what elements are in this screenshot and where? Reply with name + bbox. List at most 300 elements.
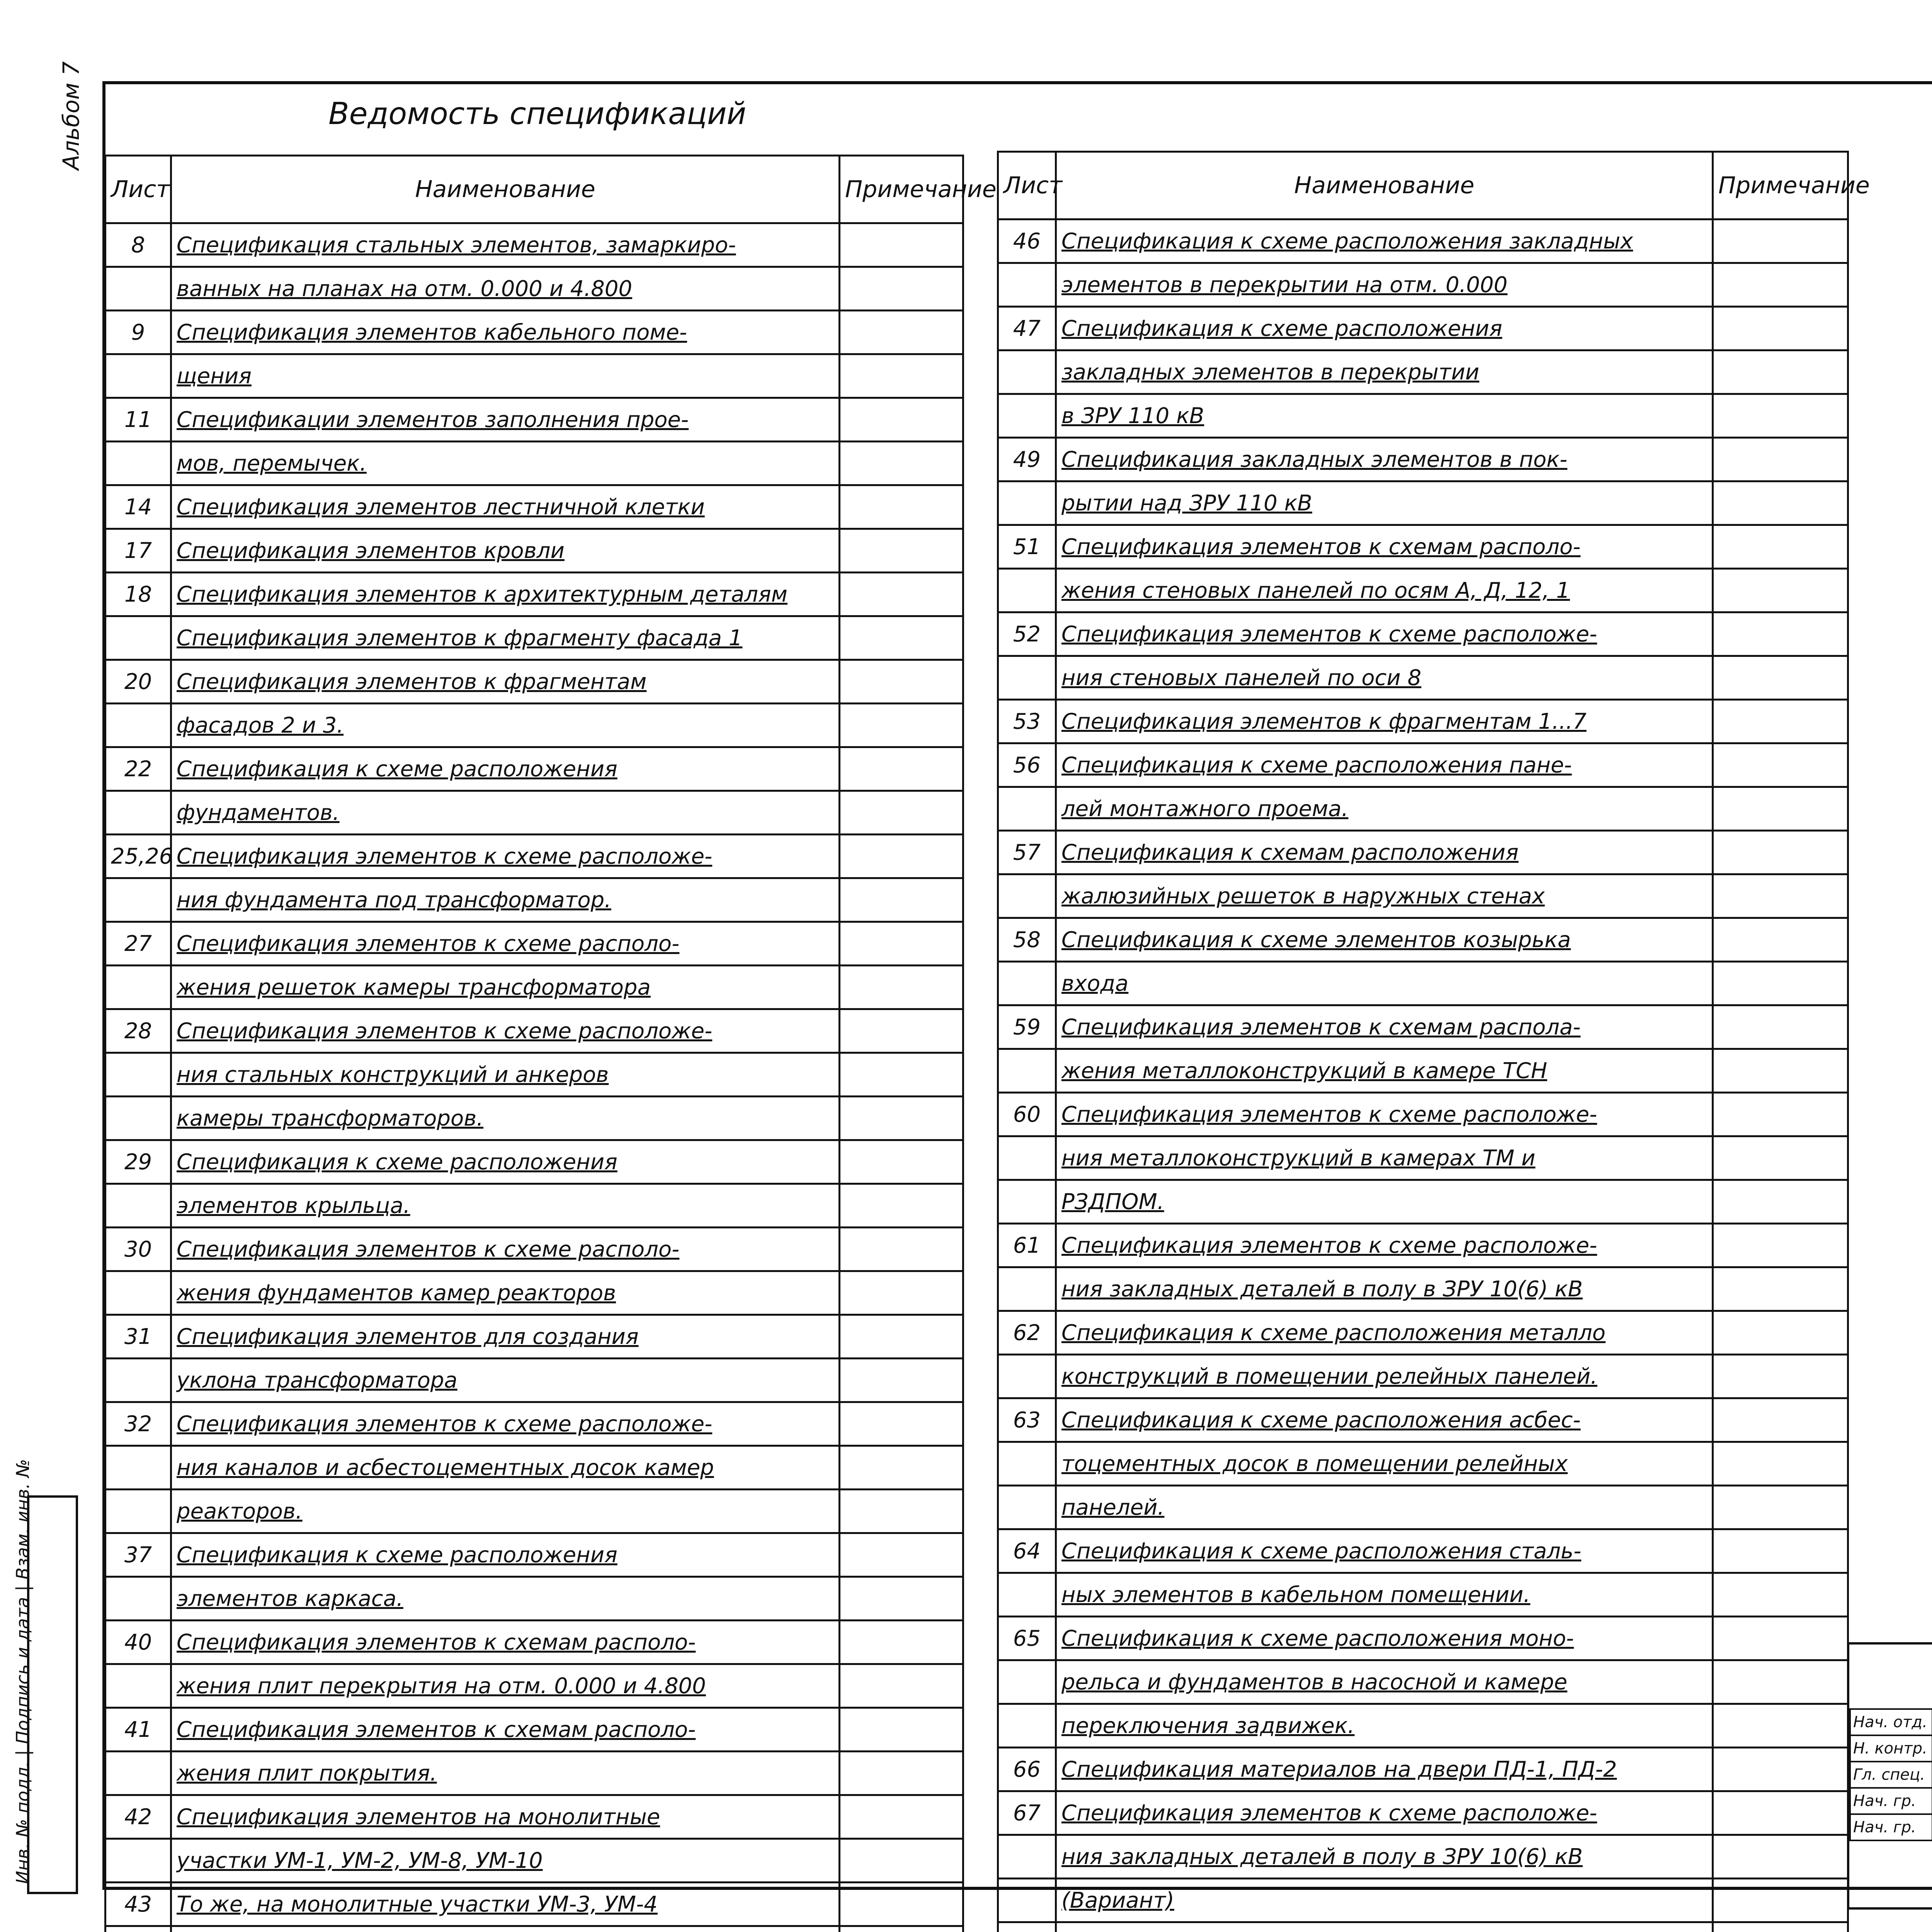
note-cell — [1713, 1748, 1848, 1791]
note-cell — [840, 223, 963, 267]
note-cell — [1713, 569, 1848, 612]
table-row — [998, 481, 1848, 525]
spec-name — [171, 1926, 840, 1932]
note-cell — [840, 1402, 963, 1446]
spec-name: фасадов 2 и 3. — [171, 704, 840, 747]
note-cell — [840, 529, 963, 573]
spec-name: РЗДПОМ. — [1056, 1180, 1713, 1224]
note-cell — [840, 442, 963, 485]
signature-row — [1850, 1709, 1932, 1735]
table-row — [105, 1621, 963, 1664]
sheet-number — [998, 1660, 1056, 1704]
sheet-number — [105, 616, 171, 660]
table-row — [105, 485, 963, 529]
sheet-number: 67 — [998, 1791, 1056, 1835]
note-cell — [1713, 700, 1848, 743]
note-cell — [840, 1664, 963, 1708]
sheet-number — [998, 1573, 1056, 1617]
note-cell — [1713, 1224, 1848, 1267]
sheet-number — [998, 787, 1056, 831]
table-row — [105, 223, 963, 267]
spec-name: Спецификация элементов к схеме расположе- — [171, 835, 840, 878]
spec-name: То же, на монолитные участки УМ-3, УМ-4 — [171, 1883, 840, 1926]
spec-name: ния закладных деталей в полу в ЗРУ 10(6) кВ — [1056, 1267, 1713, 1311]
note-cell — [1713, 1093, 1848, 1136]
spec-name: ванных на планах на отм. 0.000 и 4.800 — [171, 267, 840, 311]
note-cell — [1713, 1617, 1848, 1660]
spec-name: в ЗРУ 110 кВ — [1056, 394, 1713, 438]
table-row — [105, 398, 963, 442]
note-cell — [840, 616, 963, 660]
sheet-number — [998, 1442, 1056, 1486]
table-row — [998, 656, 1848, 700]
spec-name: фундаментов. — [171, 791, 840, 835]
note-cell — [840, 1184, 963, 1228]
sheet-number — [105, 791, 171, 835]
spec-name: Спецификация элементов к схемам располо- — [1056, 525, 1713, 569]
sheet-number: 27 — [105, 922, 171, 966]
table-row — [998, 1922, 1848, 1932]
table-row — [998, 700, 1848, 743]
sheet-number: 52 — [998, 612, 1056, 656]
spec-name: входа — [1056, 962, 1713, 1005]
spec-name: Спецификация закладных элементов в пок- — [1056, 438, 1713, 481]
note-cell — [840, 966, 963, 1009]
spec-table-right — [997, 151, 1870, 1932]
sheet-number: 8 — [105, 223, 171, 267]
table-row — [998, 1005, 1848, 1049]
note-cell — [840, 1140, 963, 1184]
sheet-number: 51 — [998, 525, 1056, 569]
spec-name: Спецификации элементов заполнения прое- — [171, 398, 840, 442]
table-row — [998, 1791, 1848, 1835]
table-row — [105, 966, 963, 1009]
note-cell — [840, 1926, 963, 1932]
sheet-number — [105, 442, 171, 485]
note-cell — [1713, 831, 1848, 874]
table-row — [105, 1795, 963, 1839]
table-row — [998, 1398, 1848, 1442]
spec-name: рытии над ЗРУ 110 кВ — [1056, 481, 1713, 525]
table-row — [998, 831, 1848, 874]
spec-name: Спецификация к схеме расположения — [171, 1533, 840, 1577]
spec-name: ния каналов и асбестоцементных досок камер — [171, 1446, 840, 1490]
note-cell — [1713, 656, 1848, 700]
table-row — [998, 1573, 1848, 1617]
spec-name — [1056, 1922, 1713, 1932]
left-stamp — [12, 1459, 78, 1894]
table-row — [998, 1224, 1848, 1267]
sheet-number — [998, 263, 1056, 307]
spec-name: Спецификация элементов к схемам располо- — [171, 1708, 840, 1752]
spec-name: Спецификация к схеме расположения — [1056, 307, 1713, 350]
spec-name: элементов крыльца. — [171, 1184, 840, 1228]
table-row — [998, 1311, 1848, 1355]
spec-name: жения металлоконструкций в камере ТСН — [1056, 1049, 1713, 1093]
sheet-number — [998, 1486, 1056, 1529]
table-row — [998, 219, 1848, 263]
table-row — [105, 791, 963, 835]
spec-name: Спецификация элементов к фрагментам — [171, 660, 840, 704]
note-cell — [840, 1621, 963, 1664]
spec-name: Спецификация элементов к схеме расположе- — [1056, 1791, 1713, 1835]
table-row — [105, 1140, 963, 1184]
spec-name: жения плит покрытия. — [171, 1752, 840, 1795]
table-row — [105, 267, 963, 311]
note-cell — [840, 1752, 963, 1795]
role: Нач. гр. — [1850, 1788, 1932, 1814]
spec-name: Спецификация элементов лестничной клетки — [171, 485, 840, 529]
note-cell — [840, 267, 963, 311]
sheet-number — [105, 1446, 171, 1490]
sheet-number: 22 — [105, 747, 171, 791]
note-cell — [1713, 1005, 1848, 1049]
sheet-number — [105, 1752, 171, 1795]
role: Н. контр. — [1850, 1735, 1932, 1762]
sheet-number — [998, 1049, 1056, 1093]
spec-name: элементов в перекрытии на отм. 0.000 — [1056, 263, 1713, 307]
table-row — [998, 1136, 1848, 1180]
table-row — [998, 1442, 1848, 1486]
sheet-number — [105, 966, 171, 1009]
sheet-number: 61 — [998, 1224, 1056, 1267]
table-row — [105, 442, 963, 485]
note-cell — [840, 398, 963, 442]
sheet-number: 29 — [105, 1140, 171, 1184]
sheet-number — [105, 878, 171, 922]
spec-name: мов, перемычек. — [171, 442, 840, 485]
spec-name: камеры трансформаторов. — [171, 1097, 840, 1140]
col-header-name: Наименование — [171, 156, 840, 223]
spec-name: реакторов. — [171, 1490, 840, 1533]
note-cell — [1713, 1835, 1848, 1879]
note-cell — [1713, 1660, 1848, 1704]
note-cell — [1713, 1922, 1848, 1932]
table-row — [998, 307, 1848, 350]
spec-name: жения плит перекрытия на отм. 0.000 и 4.800 — [171, 1664, 840, 1708]
note-cell — [1713, 1311, 1848, 1355]
spec-name: Спецификация элементов для создания — [171, 1315, 840, 1359]
sheet-number — [998, 481, 1056, 525]
table-row — [105, 1533, 963, 1577]
spec-name: уклона трансформатора — [171, 1359, 840, 1402]
spec-name: закладных элементов в перекрытии — [1056, 350, 1713, 394]
note-cell — [840, 1446, 963, 1490]
sheet-number: 37 — [105, 1533, 171, 1577]
sheet-number: 47 — [998, 307, 1056, 350]
sheet-number — [105, 267, 171, 311]
note-cell — [1713, 1136, 1848, 1180]
note-cell — [1713, 394, 1848, 438]
note-cell — [840, 485, 963, 529]
note-cell — [1713, 219, 1848, 263]
spec-name: Спецификация к схеме расположения — [171, 1140, 840, 1184]
table-row — [998, 1704, 1848, 1748]
note-cell — [840, 1839, 963, 1883]
table-row — [998, 1835, 1848, 1879]
spec-table-left — [104, 155, 997, 1932]
table-row — [105, 704, 963, 747]
table-row — [105, 1271, 963, 1315]
note-cell — [1713, 1398, 1848, 1442]
table-row — [998, 874, 1848, 918]
spec-name: Спецификация элементов на монолитные — [171, 1795, 840, 1839]
note-cell — [840, 1795, 963, 1839]
note-cell — [1713, 1442, 1848, 1486]
spec-name: переключения задвижек. — [1056, 1704, 1713, 1748]
table-row — [105, 1752, 963, 1795]
note-cell — [840, 1883, 963, 1926]
col-header-sheet: Лист — [105, 156, 171, 223]
note-cell — [1713, 307, 1848, 350]
spec-name: Спецификация элементов к схемам распола- — [1056, 1005, 1713, 1049]
spec-name: Спецификация элементов кровли — [171, 529, 840, 573]
spec-name: Спецификация элементов к фрагментам 1...7 — [1056, 700, 1713, 743]
spec-name: ния закладных деталей в полу в ЗРУ 10(6) кВ — [1056, 1835, 1713, 1879]
note-cell — [840, 1271, 963, 1315]
sheet-number: 62 — [998, 1311, 1056, 1355]
col-header-sheet: Лист — [998, 152, 1056, 219]
spec-name: щения — [171, 354, 840, 398]
note-cell — [840, 922, 963, 966]
spec-name: Спецификация элементов к схеме располо- — [171, 922, 840, 966]
title-block — [1847, 1642, 1932, 1910]
table-row — [105, 1926, 963, 1932]
note-cell — [1713, 1267, 1848, 1311]
spec-name: Спецификация стальных элементов, замаркиро- — [171, 223, 840, 267]
table-row — [998, 1529, 1848, 1573]
sheet-number: 41 — [105, 1708, 171, 1752]
note-cell — [840, 1359, 963, 1402]
table-row — [998, 612, 1848, 656]
table-row — [105, 1839, 963, 1883]
sheet-number — [998, 962, 1056, 1005]
spec-name: элементов каркаса. — [171, 1577, 840, 1621]
spec-name: Спецификация к схемам расположения — [1056, 831, 1713, 874]
sheet-number — [105, 354, 171, 398]
note-cell — [1713, 743, 1848, 787]
sheet-number — [998, 350, 1056, 394]
table-row — [105, 616, 963, 660]
sheet-number: 53 — [998, 700, 1056, 743]
table-row — [105, 922, 963, 966]
note-cell — [1713, 1879, 1848, 1922]
note-cell — [1713, 1486, 1848, 1529]
sheet-number: 31 — [105, 1315, 171, 1359]
spec-name: Спецификация к схеме расположения пане- — [1056, 743, 1713, 787]
sheet-number: 18 — [105, 573, 171, 616]
note-cell — [1713, 1355, 1848, 1398]
note-cell — [1713, 962, 1848, 1005]
note-cell — [840, 573, 963, 616]
table-row — [105, 1009, 963, 1053]
table-row — [998, 1267, 1848, 1311]
note-cell — [840, 1228, 963, 1271]
spec-name: Спецификация материалов на двери ПД-1, ПД-2 — [1056, 1748, 1713, 1791]
table-row — [105, 311, 963, 354]
sheet-number: 11 — [105, 398, 171, 442]
sheet-number — [998, 1879, 1056, 1922]
note-cell — [840, 1490, 963, 1533]
note-cell — [840, 1577, 963, 1621]
note-cell — [1713, 1791, 1848, 1835]
sheet-number: 25,26 — [105, 835, 171, 878]
sheet-number — [998, 1136, 1056, 1180]
table-row — [998, 1617, 1848, 1660]
spec-name: панелей. — [1056, 1486, 1713, 1529]
note-cell — [1713, 525, 1848, 569]
table-row — [998, 918, 1848, 962]
sheet-number: 57 — [998, 831, 1056, 874]
sheet-number — [105, 1359, 171, 1402]
sheet-number: 30 — [105, 1228, 171, 1271]
spec-name: Спецификация к схеме расположения асбес- — [1056, 1398, 1713, 1442]
note-cell — [840, 1053, 963, 1097]
sheet-number — [998, 1267, 1056, 1311]
table-row — [998, 1748, 1848, 1791]
sheet-number: 20 — [105, 660, 171, 704]
note-cell — [840, 1533, 963, 1577]
note-cell — [1713, 1573, 1848, 1617]
left-stamp-text: Инв. № подл. | Подпись и дата | Взам. инв. № — [12, 1459, 33, 1884]
sheet-number: 32 — [105, 1402, 171, 1446]
sheet-number: 66 — [998, 1748, 1056, 1791]
page-title: Ведомость спецификаций — [328, 97, 747, 131]
note-cell — [1713, 1704, 1848, 1748]
note-cell — [840, 1708, 963, 1752]
table-row — [105, 1228, 963, 1271]
sheet-number: 42 — [105, 1795, 171, 1839]
table-row — [105, 1708, 963, 1752]
spec-name: Спецификация элементов к схемам располо- — [171, 1621, 840, 1664]
spec-name: конструкций в помещении релейных панелей. — [1056, 1355, 1713, 1398]
col-header-note: Примечание — [1713, 152, 1848, 219]
col-header-name: Наименование — [1056, 152, 1713, 219]
note-cell — [1713, 874, 1848, 918]
note-cell — [1713, 481, 1848, 525]
spec-name: Спецификация элементов к схеме расположе- — [171, 1402, 840, 1446]
album-label: Альбом 7 — [58, 61, 84, 170]
sheet-number — [998, 394, 1056, 438]
sheet-number: 49 — [998, 438, 1056, 481]
sheet-number — [998, 1835, 1056, 1879]
role: Гл. спец. — [1850, 1762, 1932, 1788]
note-cell — [1713, 918, 1848, 962]
note-cell — [840, 311, 963, 354]
table-row — [105, 1315, 963, 1359]
note-cell — [840, 747, 963, 791]
sheet-number — [105, 1053, 171, 1097]
table-row — [105, 1664, 963, 1708]
table-row — [998, 1093, 1848, 1136]
table-row — [998, 962, 1848, 1005]
note-cell — [840, 704, 963, 747]
sheet-number — [998, 1704, 1056, 1748]
note-cell — [1713, 263, 1848, 307]
spec-name: жения фундаментов камер реакторов — [171, 1271, 840, 1315]
sheet-number: 63 — [998, 1398, 1056, 1442]
note-cell — [840, 354, 963, 398]
spec-name: участки УМ-1, УМ-2, УМ-8, УМ-10 — [171, 1839, 840, 1883]
sheet-number — [998, 569, 1056, 612]
table-row — [105, 1446, 963, 1490]
role: Нач. гр. — [1850, 1814, 1932, 1840]
signature-row — [1850, 1814, 1932, 1840]
table-row — [105, 1097, 963, 1140]
table-row — [105, 1883, 963, 1926]
sheet-number — [998, 874, 1056, 918]
sheet-number: 28 — [105, 1009, 171, 1053]
table-row — [998, 787, 1848, 831]
sheet-number — [105, 1839, 171, 1883]
table-row — [105, 835, 963, 878]
signature-row — [1850, 1788, 1932, 1814]
table-row — [998, 569, 1848, 612]
sheet-number — [105, 1097, 171, 1140]
sheet-number: 60 — [998, 1093, 1056, 1136]
spec-name: тоцементных досок в помещении релейных — [1056, 1442, 1713, 1486]
sheet-number — [105, 1490, 171, 1533]
signature-row — [1850, 1762, 1932, 1788]
spec-name: лей монтажного проема. — [1056, 787, 1713, 831]
note-cell — [840, 1009, 963, 1053]
spec-name: Спецификация к схеме расположения — [171, 747, 840, 791]
table-row — [105, 660, 963, 704]
sheet-number — [998, 1180, 1056, 1224]
note-cell — [840, 791, 963, 835]
note-cell — [840, 835, 963, 878]
note-cell — [840, 878, 963, 922]
table-row — [998, 525, 1848, 569]
sheet-number — [105, 1577, 171, 1621]
sheet-number — [105, 1664, 171, 1708]
note-cell — [840, 1097, 963, 1140]
role: Нач. отд. — [1850, 1709, 1932, 1735]
spec-name: Спецификация элементов к схеме расположе- — [1056, 612, 1713, 656]
spec-name: жения стеновых панелей по осям А, Д, 12, 1 — [1056, 569, 1713, 612]
note-cell — [1713, 438, 1848, 481]
sheet-number — [998, 1355, 1056, 1398]
sheet-number: 64 — [998, 1529, 1056, 1573]
sheet-number: 56 — [998, 743, 1056, 787]
spec-name: Спецификация к схеме расположения сталь- — [1056, 1529, 1713, 1573]
note-cell — [840, 660, 963, 704]
spec-name: Спецификация элементов к схеме располо- — [171, 1228, 840, 1271]
spec-name: Спецификация элементов к фрагменту фасада 1 — [171, 616, 840, 660]
spec-name: ных элементов в кабельном помещении. — [1056, 1573, 1713, 1617]
table-row — [105, 747, 963, 791]
sheet-number — [998, 656, 1056, 700]
spec-name: Спецификация к схеме расположения закладных — [1056, 219, 1713, 263]
table-row — [105, 878, 963, 922]
note-cell — [1713, 350, 1848, 394]
table-row — [105, 354, 963, 398]
spec-name: ния фундамента под трансформатор. — [171, 878, 840, 922]
table-row — [998, 1049, 1848, 1093]
sheet-number: 65 — [998, 1617, 1056, 1660]
sheet-number: 59 — [998, 1005, 1056, 1049]
table-row — [105, 1184, 963, 1228]
table-row — [105, 1359, 963, 1402]
sheet-number — [998, 1922, 1056, 1932]
spec-name: Спецификация элементов к архитектурным деталям — [171, 573, 840, 616]
table-row — [998, 1355, 1848, 1398]
spec-name: Спецификация элементов к схеме расположе- — [1056, 1224, 1713, 1267]
note-cell — [1713, 1529, 1848, 1573]
sheet-number: 9 — [105, 311, 171, 354]
sheet-number: 14 — [105, 485, 171, 529]
note-cell — [1713, 1049, 1848, 1093]
